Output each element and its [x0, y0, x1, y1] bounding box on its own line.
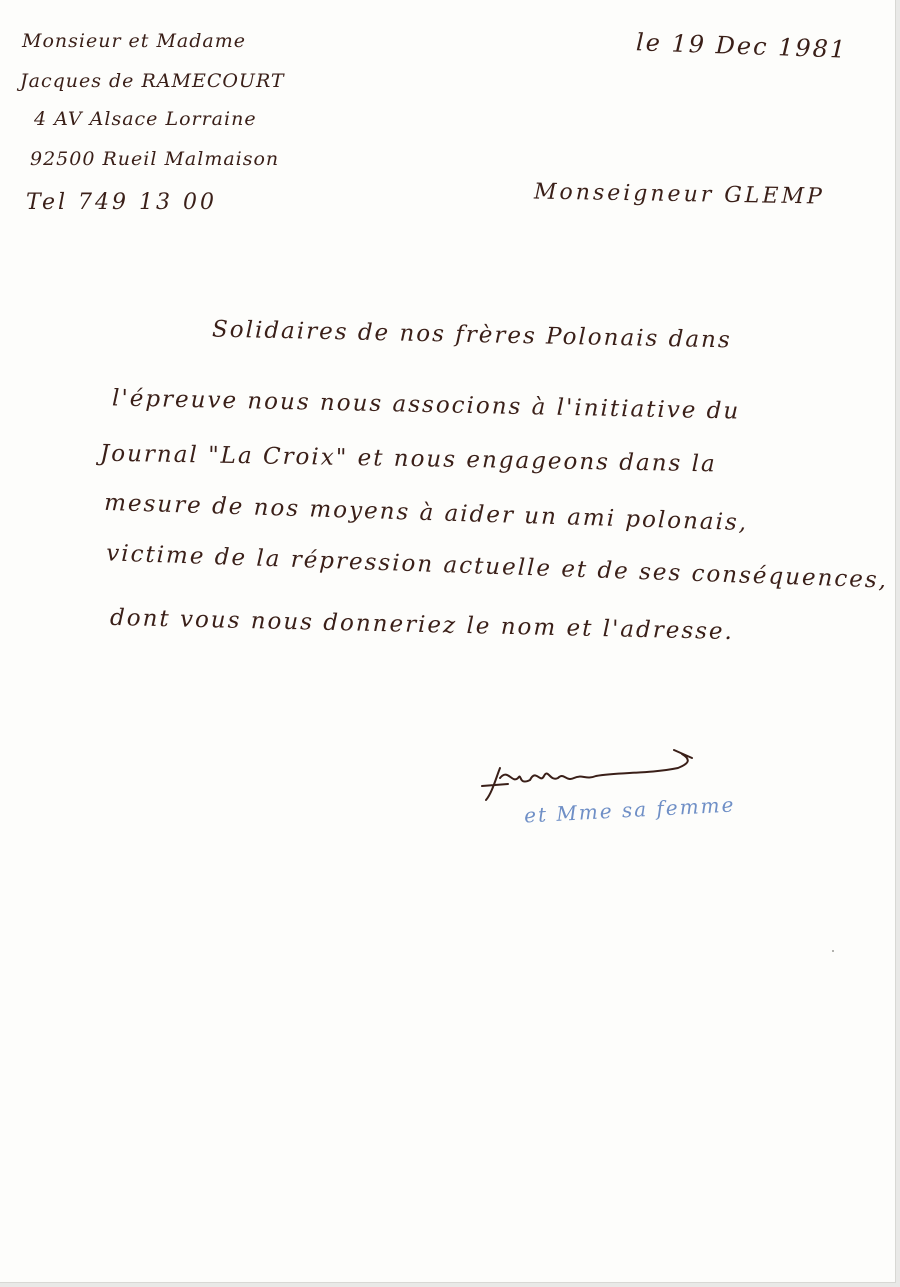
body-line: victime de la répression actuelle et de ses conséquences,: [105, 540, 889, 594]
body-line: mesure de nos moyens à aider un ami polonais,: [103, 489, 749, 537]
body-line: Solidaires de nos frères Polonais dans: [211, 316, 732, 354]
body-line: dont vous nous donneriez le nom et l'adresse.: [109, 604, 735, 646]
signature-note: et Mme sa femme: [523, 792, 736, 828]
paper-speck: [832, 950, 834, 952]
recipient-name: Monseigneur GLEMP: [533, 179, 826, 210]
sender-phone: Tel 749 13 00: [26, 190, 217, 215]
body-line: Journal "La Croix" et nous engageons dans la: [99, 440, 717, 478]
sender-street-address: 4 AV Alsace Lorraine: [34, 108, 257, 130]
letter-date: le 19 Dec 1981: [635, 28, 848, 64]
sender-name-line: Monsieur et Madame: [22, 30, 247, 52]
sender-city: 92500 Rueil Malmaison: [30, 148, 280, 170]
body-line: l'épreuve nous nous associons à l'initiative du: [111, 385, 741, 425]
sender-full-name: Jacques de RAMECOURT: [20, 70, 285, 92]
